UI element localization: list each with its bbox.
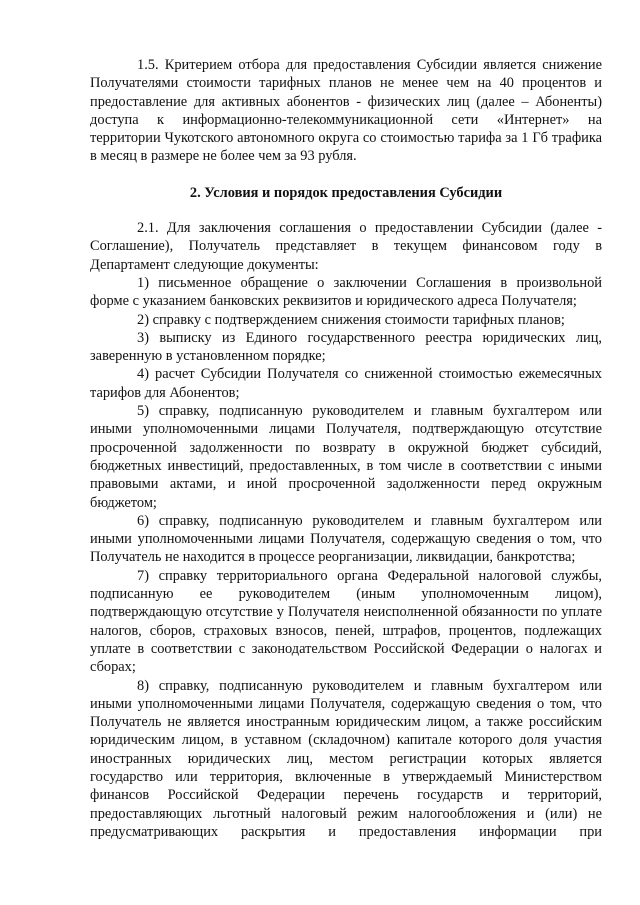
list-item-2: 2) справку с подтверждением снижения стоимости тарифных планов; — [137, 311, 565, 328]
list-item-4: 4) расчет Субсидии Получателя со сниженной стоимостью ежемесячных тарифов для Абонентов; — [90, 366, 602, 401]
document-page — [90, 56, 602, 841]
list-item-8: 8) справку, подписанную руководителем и главным бухгалтером или иными уполномоченными лицами Получателя, содержащую сведения о том, что Получатель не является иностранным юридическим лицом, а также российским юридическим лицом, в уставном (складочном) капитале которого доля участия иностранных юридических лиц, местом регистрации которых является государство или территория, включенные в утверждаемый Министерством финансов Российской Федерации перечень государств и территорий, предоставляющих льготный налоговый режим налогообложения и (или) не предусматривающих раскрытия и предоставления информации при — [90, 677, 602, 840]
list-item-3: 3) выписку из Единого государственного реестра юридических лиц, заверенную в установленном порядке; — [90, 329, 602, 365]
section-2-heading: 2. Условия и порядок предоставления Субсидии — [189, 184, 503, 201]
paragraph-1-5: 1.5. Критерием отбора для предоставления Субсидии является снижение Получателями стоимости тарифных планов не менее чем на 40 процентов и предоставление для активных абонентов - физических лиц (далее – Абоненты) доступа к информационно-телекоммуникационной сети «Интернет» на территории Чукотского автономного округа со стоимостью тарифа за 1 Гб трафика в месяц в размере не более чем за 93 рубля. — [90, 57, 602, 165]
list-item-1: 1) письменное обращение о заключении Соглашения в произвольной форме с указанием банковских реквизитов и юридического адреса Получателя; — [90, 274, 602, 310]
paragraph-2-1: 2.1. Для заключения соглашения о предоставлении Субсидии (далее - Соглашение), Получатель представляет в текущем финансовом году в Департамент следующие документы: — [90, 220, 602, 273]
list-item-5: 5) справку, подписанную руководителем и главным бухгалтером или иными уполномоченными лицами Получателя, подтверждающую отсутствие просроченной задолженности по возврату в окружной бюджет субсидий, бюджетных инвестиций, предоставленных, в том числе в соответствии с иными правовыми актами, и иной просроченной задолженности перед окружным бюджетом; — [90, 403, 602, 511]
list-item-6: 6) справку, подписанную руководителем и главным бухгалтером или иными уполномоченными лицами Получателя, содержащую сведения о том, что Получатель не находится в процессе реорганизации, ликвидации, банкротства; — [90, 512, 602, 566]
list-item-7: 7) справку территориального органа Федеральной налоговой службы, подписанную ее руководителем (иным уполномоченным лицом), подтверждающую отсутствие у Получателя неисполненной обязанности по уплате налогов, сборов, страховых взносов, пеней, штрафов, процентов, подлежащих уплате в соответствии с законодательством Российской Федерации о налогах и сборах; — [90, 567, 602, 676]
